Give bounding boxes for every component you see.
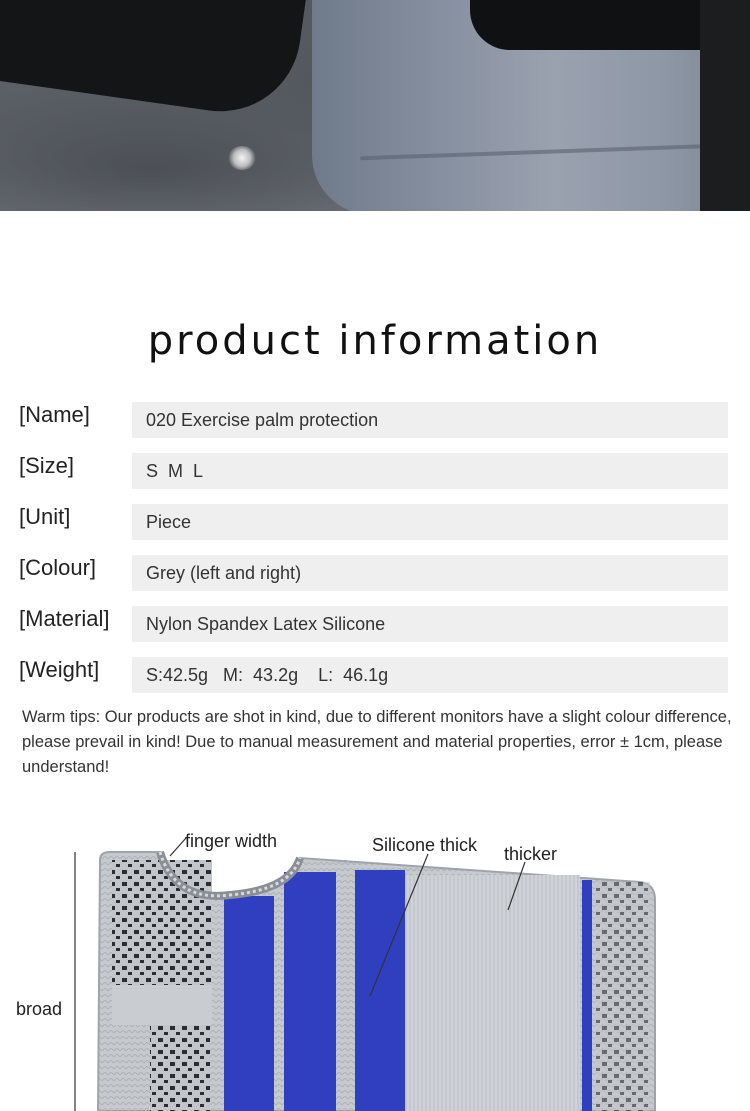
info-label: [Size]: [19, 453, 75, 478]
info-row-name: [0, 402, 750, 442]
info-value-box: [132, 453, 728, 489]
info-row-unit: [0, 504, 750, 544]
info-value-box: [132, 555, 728, 591]
info-value: S:42.5g M: 43.2g L: 46.1g: [146, 665, 389, 685]
palm-protector-drawing: [0, 820, 750, 1111]
blue-stripe-1: [224, 896, 274, 1111]
blue-stripe-3: [355, 870, 405, 1111]
dark-edge: [700, 0, 750, 211]
light-reflection: [228, 146, 256, 170]
info-value: S M L: [146, 461, 204, 481]
info-value: Nylon Spandex Latex Silicone: [146, 614, 386, 634]
info-row-material: [0, 606, 750, 646]
info-value: Piece: [146, 512, 192, 532]
label-finger-width: finger width: [185, 831, 278, 851]
info-value-box: [132, 657, 728, 693]
section-title: product information: [147, 318, 603, 364]
info-row-colour: [0, 555, 750, 595]
info-row-weight: [0, 657, 750, 697]
label-silicone-thick: Silicone thick: [372, 835, 478, 855]
mesh-panel-right: [595, 882, 650, 1111]
info-value-box: [132, 402, 728, 438]
warm-tips: Warm tips: Our products are shot in kind, due to different monitors have a slight colour difference, please prevail in kind! Due to manual measurement and material properties, error ± 1cm, please understand!: [22, 708, 732, 776]
info-label: [Name]: [19, 402, 90, 427]
info-row-size: [0, 453, 750, 493]
ribbed-panel: [405, 875, 580, 1111]
mesh-panel-bottom: [150, 1025, 210, 1111]
info-label: [Colour]: [19, 555, 97, 580]
info-value: 020 Exercise palm protection: [146, 410, 379, 430]
info-label: [Weight]: [19, 657, 100, 682]
label-thicker: thicker: [504, 844, 558, 864]
product-diagram: [0, 820, 750, 1111]
hero-photo: [0, 0, 750, 211]
info-label: [Unit]: [19, 504, 71, 529]
blue-stripe-4: [582, 880, 592, 1111]
mesh-panel-top: [112, 860, 212, 985]
info-value-box: [132, 606, 728, 642]
label-broad: broad: [16, 999, 63, 1019]
finger-width-leader: [170, 838, 186, 856]
blue-stripe-2: [284, 872, 336, 1111]
info-value: Grey (left and right): [146, 563, 302, 583]
plain-band: [112, 985, 212, 1025]
info-value-box: [132, 504, 728, 540]
info-label: [Material]: [19, 606, 110, 631]
